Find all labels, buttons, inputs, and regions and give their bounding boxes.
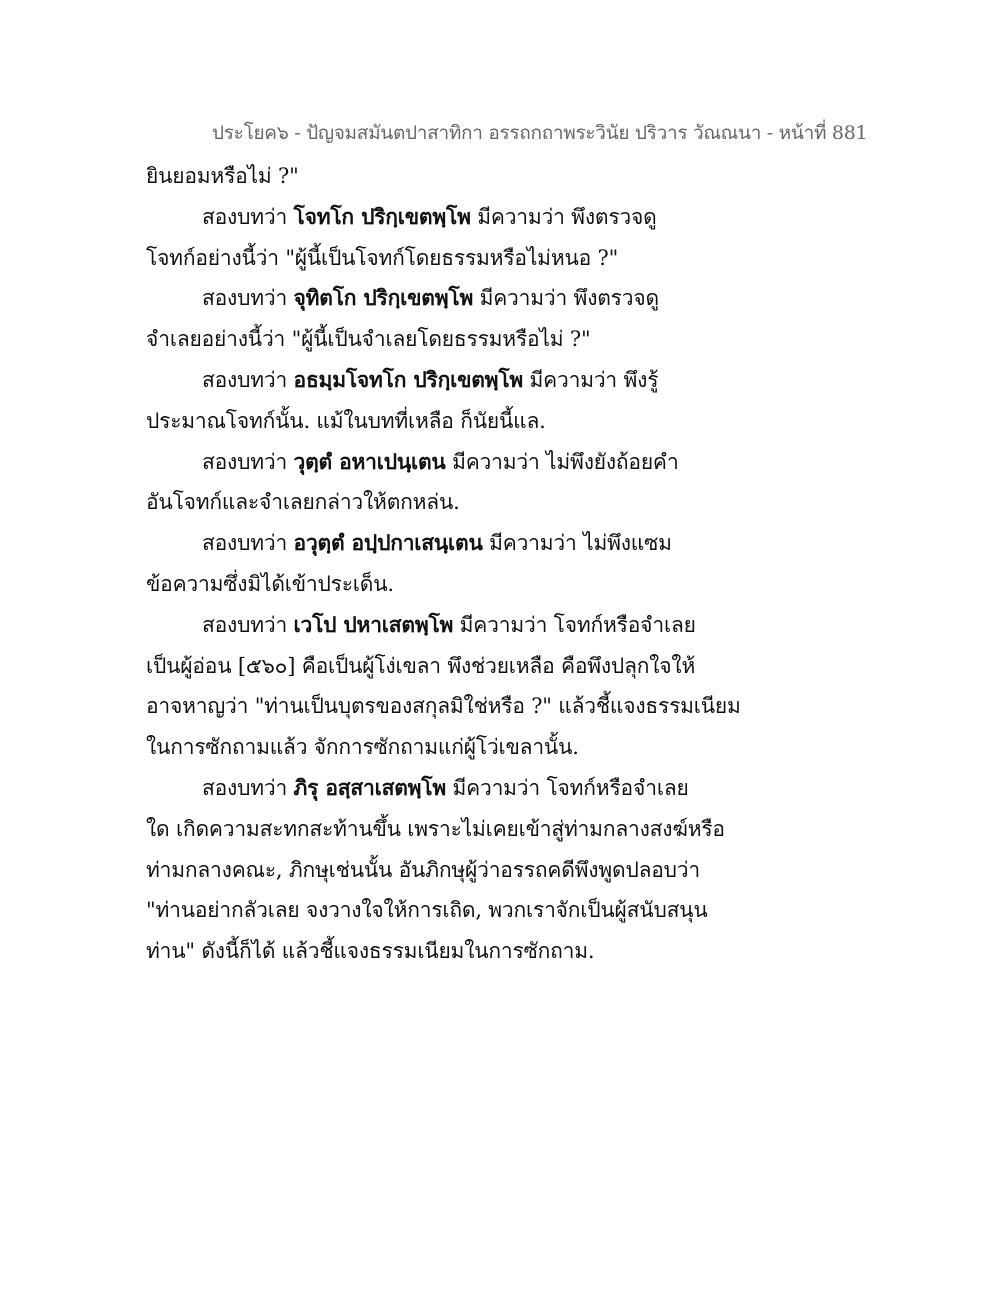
paragraph-first-line (146, 442, 756, 483)
line-text: มีความว่า พึงรู้ (523, 367, 659, 392)
pali-term: อวุตฺตํ อปฺปกาเสนฺเตน (293, 530, 483, 556)
paragraph-first-line (146, 768, 756, 809)
pali-term: ภิรุ อสฺสาเสตพฺโพ (293, 774, 447, 800)
line-text: มีความว่า พึงตรวจดู (470, 204, 657, 229)
pali-term: วุตฺตํ อหาเปนฺเตน (293, 448, 446, 474)
text-line: อาจหาญว่า "ท่านเป็นบุตรของสกุลมิใช่หรือ ?" แล้วชี้แจงธรรมเนียม (146, 694, 741, 719)
text-line: ท่าน" ดังนี้ก็ได้ แล้วชี้แจงธรรมเนียมในการซักถาม. (146, 939, 595, 964)
line-text: มีความว่า โจทก์หรือจำเลย (446, 775, 689, 800)
lead-in: สองบทว่า (202, 612, 294, 637)
line-text: มีความว่า โจทก์หรือจำเลย (453, 612, 696, 637)
page-body (146, 156, 756, 972)
lead-in: สองบทว่า (202, 367, 294, 392)
line-text: มีความว่า ไม่พึงยังถ้อยคำ (445, 449, 679, 474)
text-line: ใด เกิดความสะทกสะท้านขึ้น เพราะไม่เคยเข้าสู่ท่ามกลางสงฆ์หรือ (146, 816, 725, 841)
lead-in: สองบทว่า (202, 775, 294, 800)
text-line: จำเลยอย่างนี้ว่า "ผู้นี้เป็นจำเลยโดยธรรมหรือไม่ ?" (146, 327, 591, 352)
text-line: ประมาณโจทก์นั้น. แม้ในบทที่เหลือ ก็นัยนี้แล. (146, 408, 546, 433)
line-text: มีความว่า พึงตรวจดู (473, 286, 659, 311)
paragraph-first-line (146, 360, 756, 401)
text-line: ในการซักถามแล้ว จักการซักถามแก่ผู้โว่เขลานั้น. (146, 735, 579, 760)
lead-in: สองบทว่า (202, 286, 294, 311)
paragraph-first-line (146, 197, 756, 238)
text-line: โจทก์อย่างนี้ว่า "ผู้นี้เป็นโจทก์โดยธรรมหรือไม่หนอ ?" (146, 245, 619, 270)
paragraph-first-line (146, 278, 756, 319)
text-line: เป็นผู้อ่อน [๕๖๐] คือเป็นผู้โง่เขลา พึงช่วยเหลือ คือพึงปลุกใจให้ (146, 653, 696, 678)
text-line: "ท่านอย่ากลัวเลย จงวางใจให้การเถิด, พวกเราจักเป็นผู้สนับสนุน (146, 898, 708, 923)
running-header: ประโยค๖ - ปัญจมสมันตปาสาทิกา อรรถกถาพระวินัย ปริวาร วัณณนา - หน้าที่ 881 (212, 122, 868, 144)
pali-term: อธมฺมโจทโก ปริกฺเขตพฺโพ (293, 366, 524, 392)
pali-term: โจทโก ปริกฺเขตพฺโพ (293, 203, 471, 229)
lead-in: สองบทว่า (202, 204, 294, 229)
lead-in: สองบทว่า (202, 531, 294, 556)
text-line: ยินยอมหรือไม่ ?" (146, 164, 299, 188)
text-line: ท่ามกลางคณะ, ภิกษุเช่นนั้น อันภิกษุผู้ว่าอรรถคดีพึงพูดปลอบว่า (146, 857, 700, 882)
lead-in: สองบทว่า (202, 449, 294, 474)
pali-term: จุทิตโก ปริกฺเขตพฺโพ (293, 285, 474, 311)
paragraph-first-line (146, 605, 756, 646)
line-text: มีความว่า ไม่พึงแซม (482, 531, 672, 556)
pali-term: เวโป ปหาเสตพฺโพ (293, 611, 454, 637)
text-line: อันโจทก์และจำเลยกล่าวให้ตกหล่น. (146, 490, 460, 515)
paragraph-first-line (146, 523, 756, 564)
text-line: ข้อความซึ่งมิได้เข้าประเด็น. (146, 571, 394, 596)
